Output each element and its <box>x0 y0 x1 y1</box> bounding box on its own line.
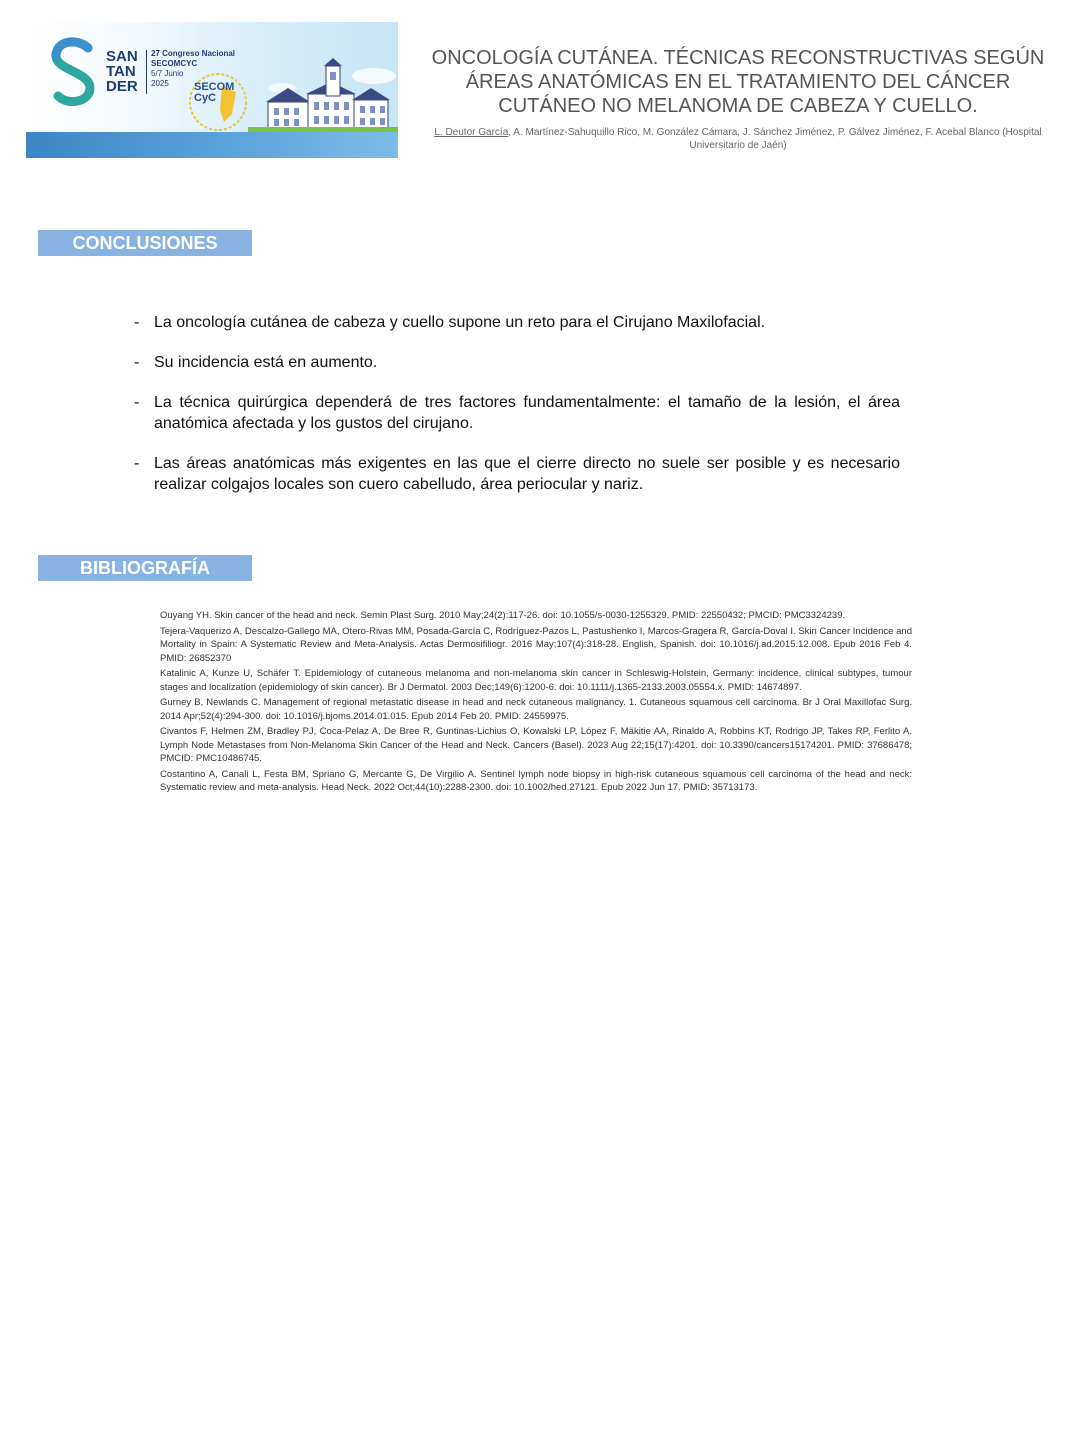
congress-info: 27 Congreso Nacional SECOMCYC 5/7 Junio 2025 <box>151 49 236 88</box>
poster-authors <box>418 126 1058 152</box>
bibliography-header: BIBLIOGRAFÍA <box>38 555 252 581</box>
conclusion-text: Las áreas anatómicas más exigentes en las que el cierre directo no suele ser posible y es necesario realizar colgajos locales son cuero cabelludo, área periocular y nariz. <box>154 455 900 493</box>
banner-divider <box>146 50 147 94</box>
secomcyc-seal-text: SECOM CyC <box>194 81 235 104</box>
presenting-author: L. Deutor García <box>434 127 509 138</box>
reference-item: Ouyang YH. Skin cancer of the head and neck. Semin Plast Surg. 2010 May;24(2):117-26. doi: 10.1055/s-0030-1255329. PMID: 22550432; PMCID: PMC3324239. <box>160 610 846 621</box>
congress-s-logo-icon <box>48 36 100 108</box>
reference-item: Tejera-Vaquerizo A, Descalzo-Gallego MA, Otero-Rivas MM, Posada-García C, Rodríguez-Pazos L, Pastushenko I, Marcos-Gragera R, García-Doval I. Skin Cancer Incidence and Mortality in Spain: A Systematic Review and Meta-Analysis. Actas Dermosifiliogr. 2016 May;107(4):318-28. English, Spanish. doi: 10.1016/j.ad.2015.12.008. Epub 2016 Feb 4. PMID: 26852370 <box>160 625 912 664</box>
congress-banner <box>26 22 398 158</box>
conclusion-item <box>134 312 900 333</box>
santander-wordmark: SAN TAN DER <box>106 48 138 95</box>
conclusions-list <box>134 312 900 514</box>
conclusion-text: La técnica quirúrgica dependerá de tres factores fundamentalmente: el tamaño de la lesión, el área anatómica afectada y los gustos del cirujano. <box>154 394 900 432</box>
bullet-dash: - <box>134 394 140 411</box>
conclusion-item <box>134 453 900 495</box>
banner-footer-band <box>26 132 398 158</box>
reference-item: Katalinic A, Kunze U, Schäfer T. Epidemiology of cutaneous melanoma and non-melanoma skin cancer in Schleswig-Holstein, Germany: incidence, clinical subtypes, tumour stages and localization (epidemiology of skin cancer). Br J Dermatol. 2003 Dec;149(6):1200-6. doi: 10.1111/j.1365-2133.2003.05554.x. PMID: 14674897. <box>160 668 912 693</box>
conclusions-header: CONCLUSIONES <box>38 230 252 256</box>
reference-item: Civantos F, Helmen ZM, Bradley PJ, Coca-Pelaz A, De Bree R, Guntinas-Lichius O, Kowalski LP, López F, Mäkitie AA, Rinaldo A, Robbins KT, Rodrigo JP, Takes RP, Ferlito A. Lymph Node Metastases from Non-Melanoma Skin Cancer of the Head and Neck. Cancers (Basel). 2023 Aug 22;15(17):4201. doi: 10.3390/cancers15174201. PMID: 37686478; PMCID: PMC10486745. <box>160 726 912 764</box>
conclusion-item <box>134 352 900 373</box>
bullet-dash: - <box>134 354 140 371</box>
conclusion-text: Su incidencia está en aumento. <box>154 354 378 371</box>
bullet-dash: - <box>134 455 140 472</box>
bibliography-list <box>160 609 912 797</box>
poster-title: ONCOLOGÍA CUTÁNEA. TÉCNICAS RECONSTRUCTIVAS SEGÚN ÁREAS ANATÓMICAS EN EL TRATAMIENTO DEL CÁNCER CUTÁNEO NO MELANOMA DE CABEZA Y CUELLO. <box>431 47 1045 117</box>
co-authors: , A. Martínez-Sahuquillo Rico, M. González Cámara, J. Sánchez Jiménez, P. Gálvez Jiménez, F. Acebal Blanco (Hospital Universitario de Jaén) <box>508 127 1042 151</box>
conclusion-text: La oncología cutánea de cabeza y cuello supone un reto para el Cirujano Maxilofacial. <box>154 314 766 331</box>
conclusion-item <box>134 392 900 434</box>
bullet-dash: - <box>134 314 140 331</box>
reference-item: Gurney B, Newlands C. Management of regional metastatic disease in head and neck cutaneous malignancy. 1. Cutaneous squamous cell carcinoma. Br J Oral Maxillofac Surg. 2014 Apr;52(4):294-300. doi: 10.1016/j.bjoms.2014.01.015. Epub 2014 Feb 20. PMID: 24559975. <box>160 697 912 722</box>
palace-illustration-icon <box>262 58 398 134</box>
reference-item: Costantino A, Canali L, Festa BM, Spriano G, Mercante G, De Virgilio A. Sentinel lymph node biopsy in high-risk cutaneous squamous cell carcinoma of the head and neck: Systematic review and meta-analysis. Head Neck. 2022 Oct;44(10):2288-2300. doi: 10.1002/hed.27121. Epub 2022 Jun 17. PMID: 35713173. <box>160 768 912 793</box>
